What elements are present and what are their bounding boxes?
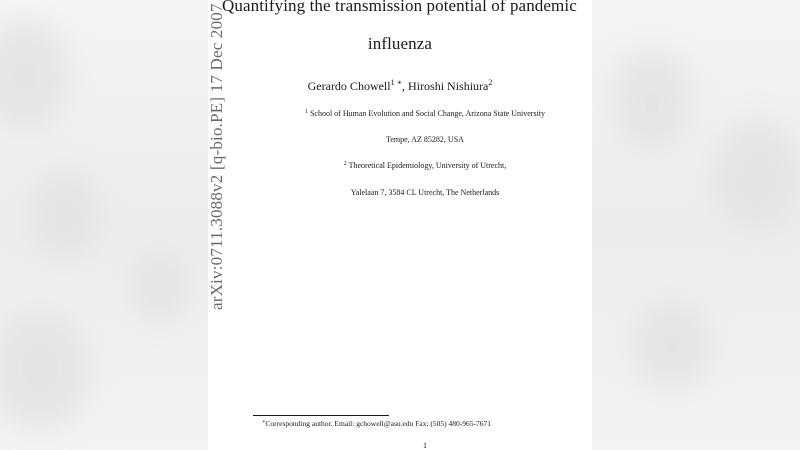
- affiliation-mark: 1: [304, 109, 308, 115]
- footnote-text: Corresponding author. Email: gchowell@asu.edu Fax: (505) 480-965-7671: [265, 419, 492, 428]
- arxiv-stamp-text: arXiv:0711.3088v2 [q-bio.PE] 17 Dec 2007: [207, 3, 226, 310]
- page-number: 1: [423, 441, 427, 450]
- arxiv-stamp: [206, 3, 228, 310]
- affiliation-2-line-2: Yalelaan 7, 3584 CL Utrecht, The Netherlands: [350, 188, 500, 197]
- author-affiliation-mark: 2: [488, 78, 493, 87]
- blur-blob: [612, 50, 692, 150]
- affiliation-1-line-2: Tempe, AZ 85282, USA: [386, 135, 464, 144]
- footnote: [262, 419, 491, 428]
- blur-blob: [0, 20, 70, 130]
- footnote-mark: ∗: [262, 420, 266, 425]
- affiliation-2-line-1: [208, 161, 592, 170]
- affiliation-1-line-1: [208, 109, 592, 118]
- affiliation-text: Theoretical Epidemiology, University of Utrecht,: [348, 161, 507, 170]
- author-separator: ,: [402, 79, 406, 93]
- author-line: [208, 78, 592, 94]
- paper-title-line-1: Quantifying the transmission potential of pandemic: [222, 0, 577, 15]
- blur-blob: [130, 250, 190, 320]
- author-name: Hiroshi Nishiura: [408, 79, 489, 93]
- affiliation-text: School of Human Evolution and Social Change, Arizona State University: [309, 109, 546, 118]
- author-affiliation-mark: 1 ∗: [390, 78, 403, 87]
- author-name: Gerardo Chowell: [307, 79, 391, 93]
- blur-blob: [30, 170, 100, 260]
- paper-title-line-2: influenza: [367, 34, 433, 53]
- blur-blob: [712, 120, 800, 230]
- paper-page: [208, 0, 592, 450]
- blur-blob: [632, 300, 712, 390]
- footnote-rule: [253, 415, 389, 416]
- affiliation-mark: 2: [343, 161, 347, 167]
- right-blurred-margin: [592, 0, 800, 450]
- left-blurred-margin: [0, 0, 208, 450]
- blur-blob: [0, 310, 90, 430]
